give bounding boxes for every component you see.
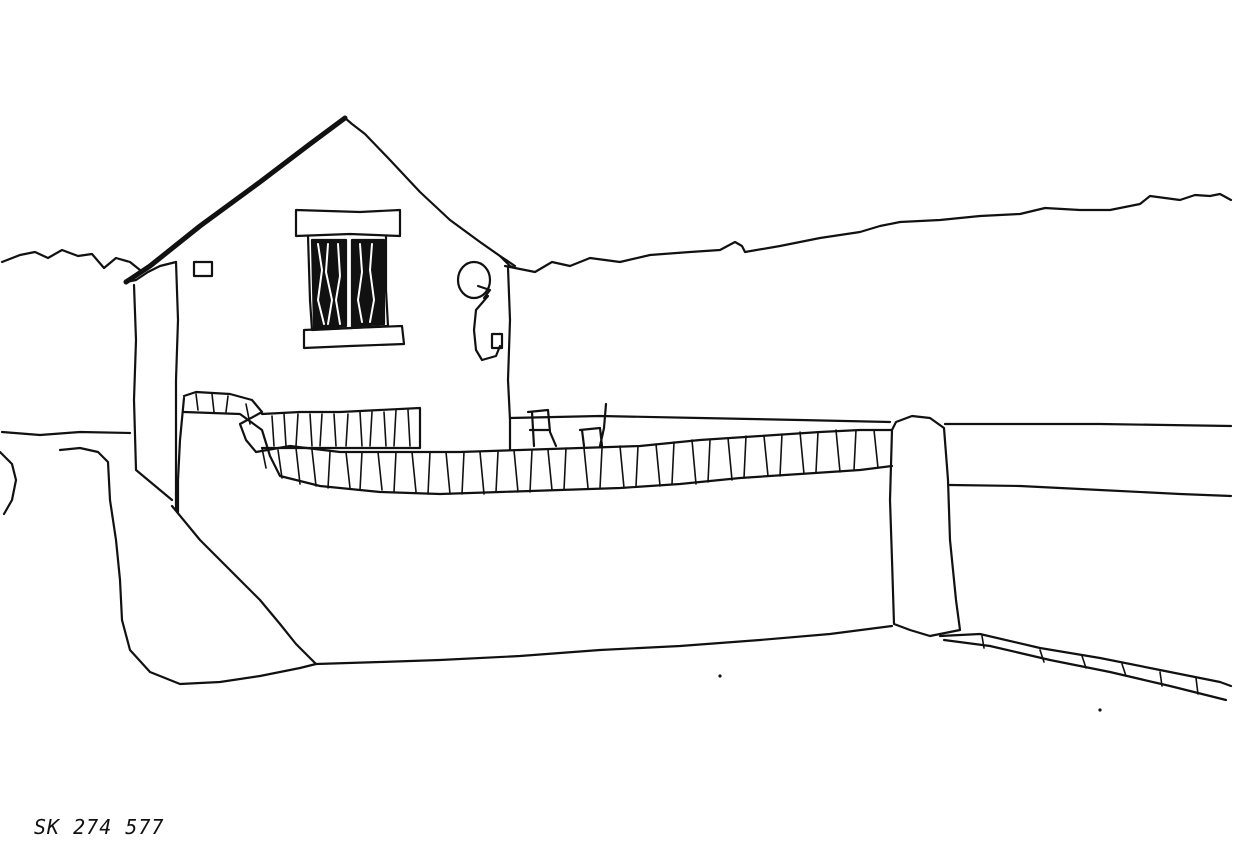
wall-coping-top <box>184 392 892 452</box>
drain-pipe <box>474 296 500 360</box>
path-shadow-line <box>172 506 316 664</box>
kerb-bottom <box>944 640 1226 700</box>
cottage-side-wall <box>134 285 172 500</box>
wall-base <box>316 626 892 664</box>
back-wall-stones <box>272 410 410 446</box>
wall-face-left-edge <box>178 398 184 512</box>
garden-chair-right <box>580 404 606 446</box>
field-line-left <box>2 432 130 435</box>
gate-pier <box>890 416 960 636</box>
speck <box>1099 709 1101 711</box>
window-pane-right <box>352 240 384 326</box>
window-sill <box>304 326 404 348</box>
field-line-lower-right <box>950 485 1231 496</box>
treeline-left <box>2 250 140 270</box>
field-line-right <box>510 416 1231 426</box>
speck <box>719 675 721 677</box>
roof-eave-right <box>500 256 515 268</box>
garden-chair-left <box>528 410 556 446</box>
wall-coping-stones <box>196 394 878 494</box>
vent-icon <box>194 262 212 276</box>
lane-verge <box>60 448 316 684</box>
wall-coping-bottom <box>184 412 892 494</box>
satellite-dish-icon <box>458 262 490 298</box>
treeline-right <box>515 194 1231 272</box>
window-lintel <box>296 210 400 236</box>
cottage-gable-right-wall <box>508 268 510 450</box>
lane-left-edge <box>0 452 16 514</box>
grid-reference-label: SK 274 577 <box>34 815 165 839</box>
